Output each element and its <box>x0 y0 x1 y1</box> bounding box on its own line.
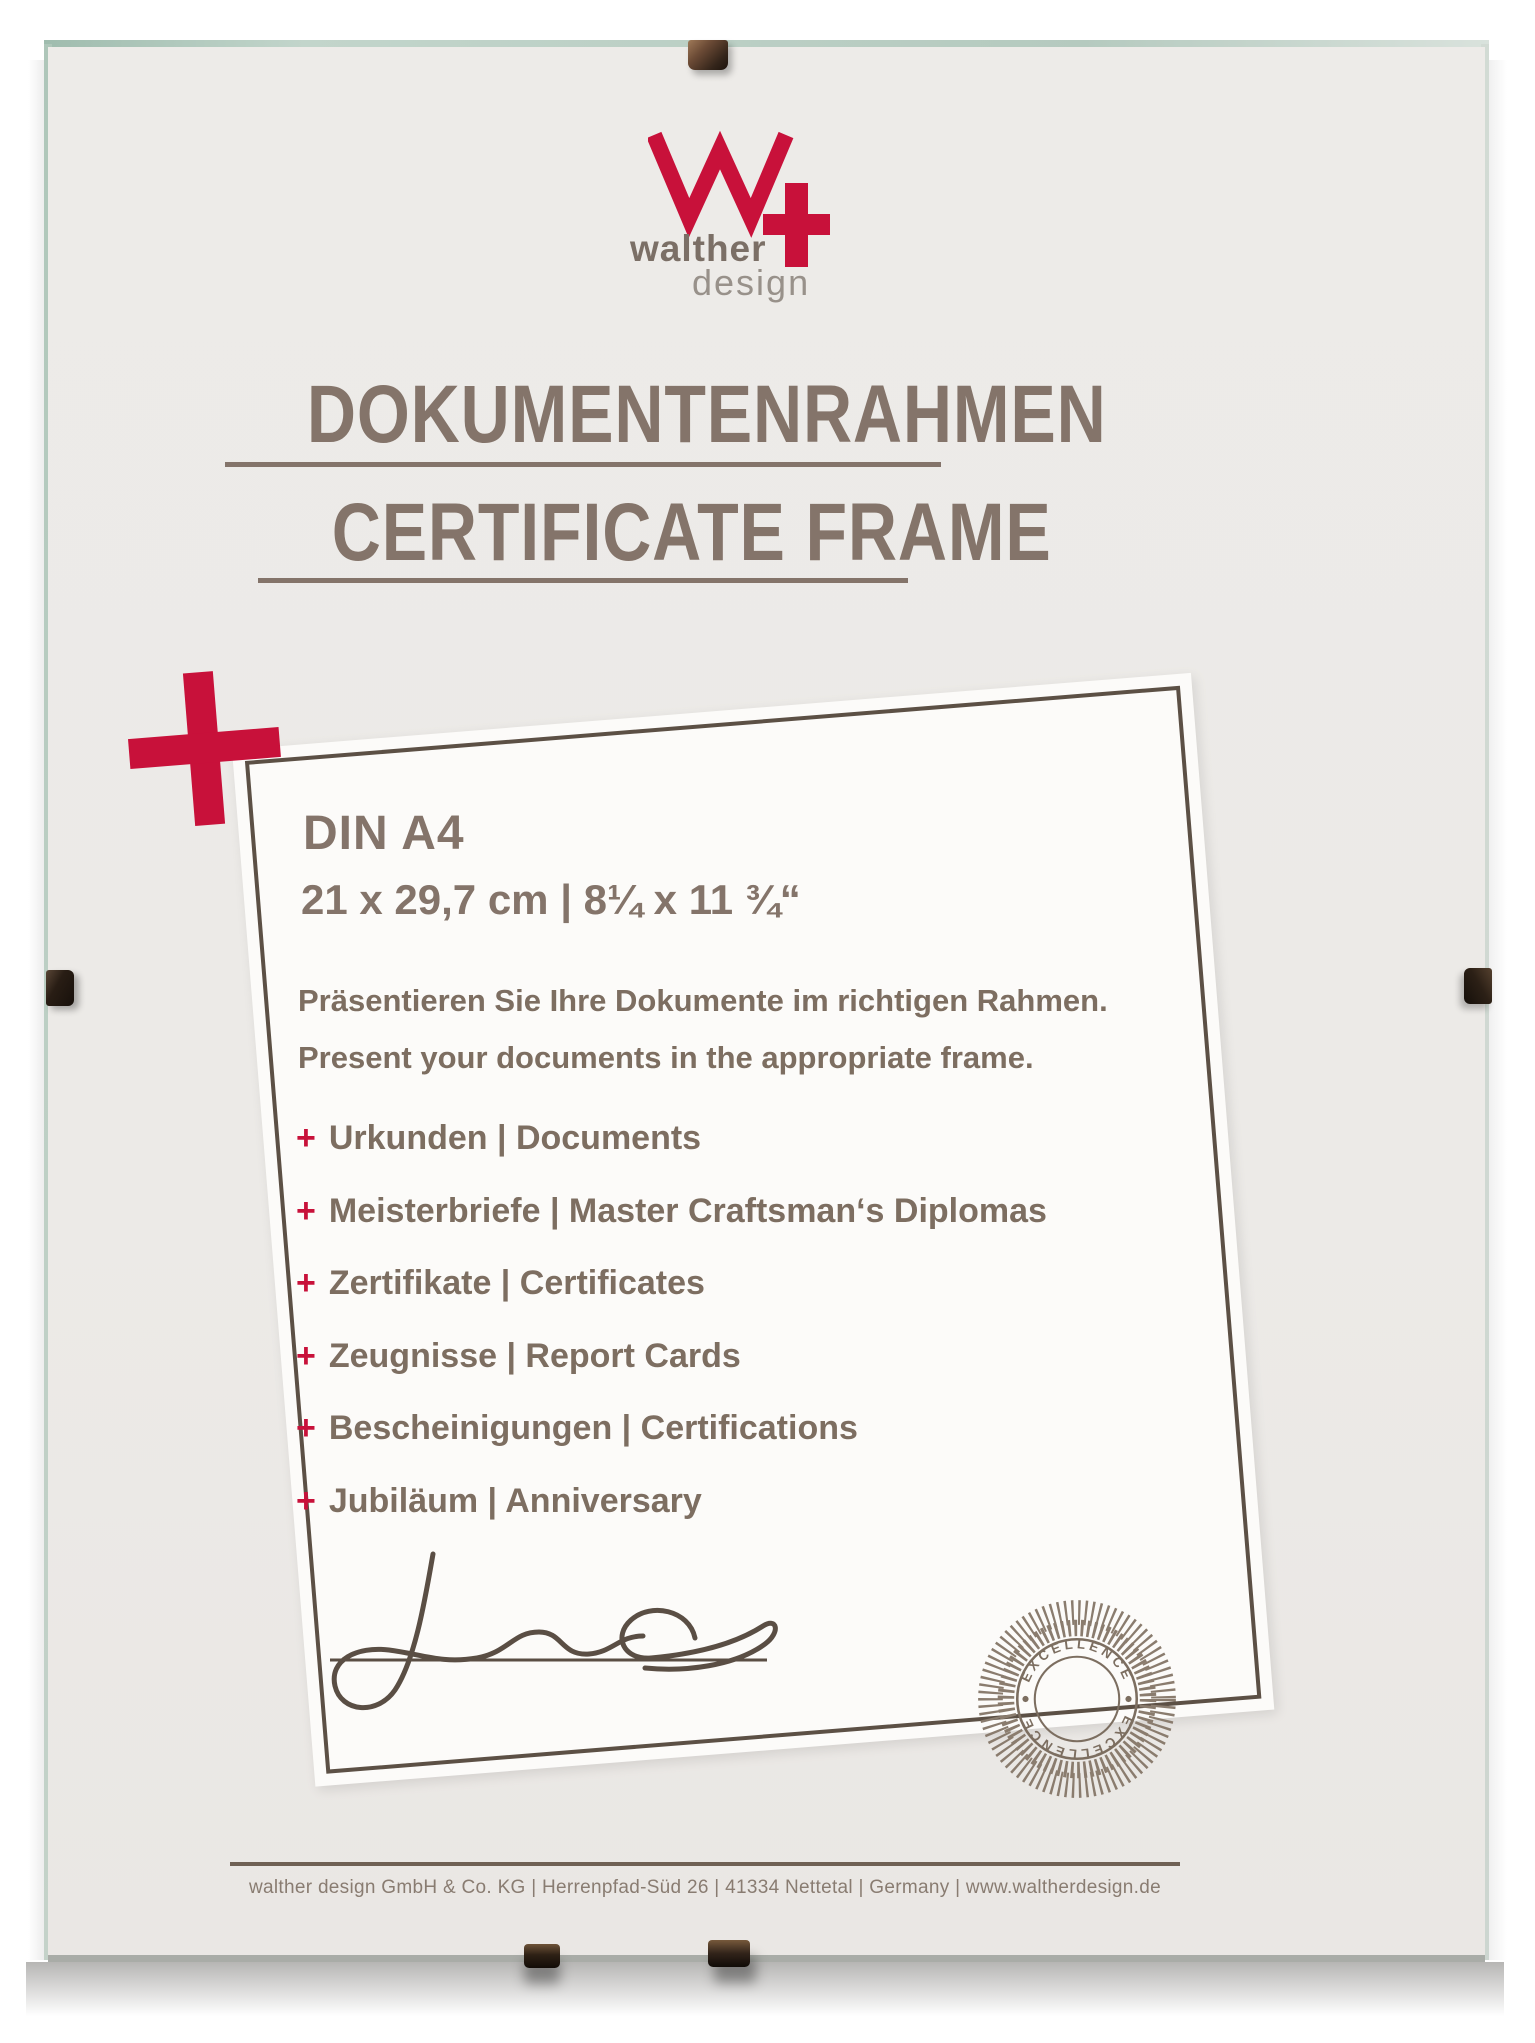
plus-bullet-icon: + <box>296 1336 316 1375</box>
title-english-underline <box>258 578 908 583</box>
seal-ring-inner <box>1035 1657 1119 1741</box>
seal-text-bottom: EXCELLENCE <box>1017 1713 1137 1762</box>
list-item-label: Bescheinigungen | Certifications <box>328 1409 858 1447</box>
plus-bullet-icon: + <box>296 1119 316 1157</box>
list-item <box>296 1320 1047 1393</box>
frame-shadow-left <box>28 60 44 1960</box>
clip-right <box>1464 968 1492 1004</box>
plus-bullet-icon: + <box>296 1191 316 1230</box>
signature-stroke-main <box>334 1554 643 1708</box>
seal-dot-left <box>1022 1696 1028 1702</box>
intro-line-english: Present your documents in the appropriate frame. <box>298 1040 1034 1075</box>
footer-divider <box>230 1862 1180 1866</box>
brand-subname: design <box>692 262 811 303</box>
plus-bullet-icon: + <box>296 1481 316 1520</box>
clip-bottom-right <box>708 1940 750 1967</box>
plus-bullet-icon: + <box>296 1409 316 1447</box>
seal-text-top: EXCELLENCE <box>1017 1636 1137 1685</box>
signature <box>265 1548 785 1718</box>
seal-dot-right <box>1125 1696 1131 1702</box>
title-german-underline <box>225 462 941 467</box>
title-german <box>225 369 1107 460</box>
clip-top <box>688 40 728 70</box>
frame-shadow-right <box>1489 60 1507 1960</box>
list-item-label: Zeugnisse | Report Cards <box>328 1336 741 1375</box>
logo-w-glyph <box>654 135 786 218</box>
list-item <box>296 1102 1047 1175</box>
size-label: DIN A4 <box>303 807 465 860</box>
list-item-label: Zertifikate | Certificates <box>328 1264 705 1302</box>
glass-edge-bottom <box>48 1955 1485 1962</box>
footer-company-line: walther design GmbH & Co. KG | Herrenpfad-Süd 26 | 41334 Nettetal | Germany | www.waltherdesign.de <box>249 1877 1161 1898</box>
dimensions-label: 21 x 29,7 cm | 8¼ x 11 ¾“ <box>301 876 801 923</box>
list-item <box>296 1247 1047 1320</box>
list-item-label: Jubiläum | Anniversary <box>328 1481 702 1520</box>
clip-left <box>46 970 74 1006</box>
list-item <box>296 1392 1047 1465</box>
excellence-seal <box>974 1596 1180 1802</box>
intro-line-german: Präsentieren Sie Ihre Dokumente im richtigen Rahmen. <box>298 983 1108 1018</box>
clip-bottom-left <box>524 1944 560 1968</box>
plus-cross-icon <box>123 666 286 831</box>
signature-stroke-curl <box>622 1610 695 1658</box>
plus-bullet-icon: + <box>296 1264 316 1302</box>
title-english-text: CERTIFICATE FRAME <box>331 487 1052 578</box>
list-item-label: Meisterbriefe | Master Craftsman‘s Diplomas <box>328 1191 1047 1230</box>
list-item <box>296 1465 1047 1538</box>
list-item <box>296 1175 1047 1248</box>
brand-name: walther <box>630 228 767 269</box>
feature-list <box>296 1102 1047 1537</box>
frame-shadow <box>26 1962 1504 2016</box>
logo-plus-horizontal <box>763 214 830 235</box>
plus-cross-horizontal <box>128 727 281 769</box>
title-german-text: DOKUMENTENRAHMEN <box>306 369 1107 460</box>
intro-paragraph <box>298 972 1108 1086</box>
signature-stroke-tail <box>645 1623 775 1669</box>
list-item-label: Urkunden | Documents <box>328 1119 702 1157</box>
title-english <box>258 487 1052 578</box>
